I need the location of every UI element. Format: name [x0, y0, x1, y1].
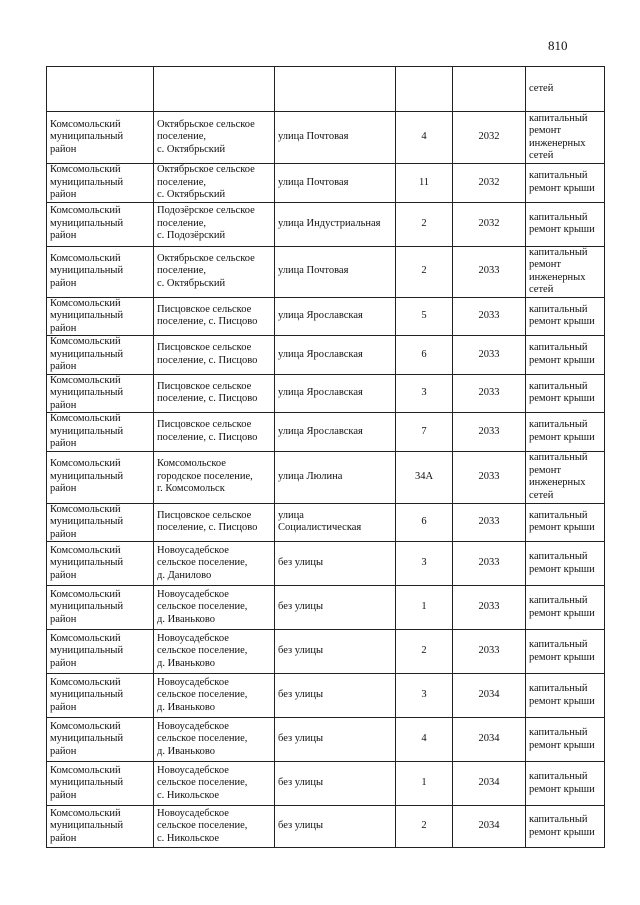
work-cell: капитальный ремонт инженерных сетей [526, 451, 605, 503]
settlement-cell [154, 67, 275, 112]
housing-repair-table [46, 66, 605, 848]
page-number: 810 [548, 38, 568, 53]
street-cell: улица Люлина [275, 451, 396, 503]
district-cell: Комсомольский муниципальный район [47, 674, 154, 718]
street-cell: улица Почтовая [275, 164, 396, 203]
year-cell: 2034 [453, 674, 526, 718]
street-cell: улица Ярославская [275, 413, 396, 452]
street-cell: улица Ярославская [275, 297, 396, 336]
work-cell: капитальный ремонт инженерных сетей [526, 112, 605, 164]
district-cell: Комсомольский муниципальный район [47, 413, 154, 452]
street-cell: улица Почтовая [275, 112, 396, 164]
work-cell: капитальный ремонт крыши [526, 718, 605, 762]
house-cell: 1 [396, 586, 453, 630]
street-cell: без улицы [275, 630, 396, 674]
street-cell: улица Социалистическая [275, 503, 396, 542]
district-cell: Комсомольский муниципальный район [47, 718, 154, 762]
settlement-cell: Новоусадебское сельское поселение, д. Данилово [154, 542, 275, 586]
district-cell: Комсомольский муниципальный район [47, 164, 154, 203]
table-row [47, 503, 605, 542]
street-cell [275, 67, 396, 112]
table-row [47, 374, 605, 413]
house-cell: 6 [396, 336, 453, 375]
house-cell: 2 [396, 246, 453, 297]
house-cell: 4 [396, 112, 453, 164]
house-cell: 34А [396, 451, 453, 503]
work-cell: капитальный ремонт крыши [526, 806, 605, 848]
work-cell: капитальный ремонт крыши [526, 164, 605, 203]
year-cell: 2032 [453, 164, 526, 203]
settlement-cell: Писцовское сельское поселение, с. Писцово [154, 336, 275, 375]
work-cell: капитальный ремонт крыши [526, 630, 605, 674]
settlement-cell: Новоусадебское сельское поселение, д. Иваньково [154, 586, 275, 630]
district-cell: Комсомольский муниципальный район [47, 297, 154, 336]
work-cell: капитальный ремонт инженерных сетей [526, 246, 605, 297]
year-cell: 2033 [453, 630, 526, 674]
district-cell: Комсомольский муниципальный район [47, 762, 154, 806]
table-row [47, 674, 605, 718]
district-cell: Комсомольский муниципальный район [47, 112, 154, 164]
table-row [47, 336, 605, 375]
settlement-cell: Новоусадебское сельское поселение, с. Никольское [154, 806, 275, 848]
street-cell: без улицы [275, 806, 396, 848]
table-row [47, 112, 605, 164]
street-cell: без улицы [275, 542, 396, 586]
work-cell: капитальный ремонт крыши [526, 202, 605, 246]
street-cell: без улицы [275, 718, 396, 762]
settlement-cell: Новоусадебское сельское поселение, с. Никольское [154, 762, 275, 806]
settlement-cell: Октябрьское сельское поселение, с. Октябрьский [154, 112, 275, 164]
table-body [47, 67, 605, 848]
house-cell: 5 [396, 297, 453, 336]
house-cell: 3 [396, 542, 453, 586]
settlement-cell: Новоусадебское сельское поселение, д. Иваньково [154, 718, 275, 762]
street-cell: улица Ярославская [275, 374, 396, 413]
table-row [47, 542, 605, 586]
year-cell: 2034 [453, 718, 526, 762]
district-cell: Комсомольский муниципальный район [47, 336, 154, 375]
year-cell: 2033 [453, 542, 526, 586]
work-cell: капитальный ремонт крыши [526, 374, 605, 413]
house-cell: 3 [396, 674, 453, 718]
table-row [47, 164, 605, 203]
house-cell: 6 [396, 503, 453, 542]
table-row-continued [47, 67, 605, 112]
house-cell: 4 [396, 718, 453, 762]
table-row [47, 413, 605, 452]
table-row [47, 806, 605, 848]
year-cell [453, 67, 526, 112]
district-cell: Комсомольский муниципальный район [47, 806, 154, 848]
settlement-cell: Подозёрское сельское поселение, с. Подозёрский [154, 202, 275, 246]
table-row [47, 718, 605, 762]
settlement-cell: Писцовское сельское поселение, с. Писцово [154, 374, 275, 413]
settlement-cell: Новоусадебское сельское поселение, д. Иваньково [154, 674, 275, 718]
district-cell: Комсомольский муниципальный район [47, 246, 154, 297]
district-cell: Комсомольский муниципальный район [47, 451, 154, 503]
work-cell: капитальный ремонт крыши [526, 336, 605, 375]
year-cell: 2033 [453, 503, 526, 542]
house-cell [396, 67, 453, 112]
street-cell: без улицы [275, 674, 396, 718]
house-cell: 2 [396, 202, 453, 246]
district-cell: Комсомольский муниципальный район [47, 542, 154, 586]
district-cell [47, 67, 154, 112]
year-cell: 2033 [453, 413, 526, 452]
district-cell: Комсомольский муниципальный район [47, 586, 154, 630]
settlement-cell: Октябрьское сельское поселение, с. Октябрьский [154, 246, 275, 297]
work-cell: сетей [526, 67, 605, 112]
year-cell: 2033 [453, 246, 526, 297]
work-cell: капитальный ремонт крыши [526, 762, 605, 806]
table-row [47, 451, 605, 503]
settlement-cell: Комсомольское городское поселение, г. Комсомольск [154, 451, 275, 503]
settlement-cell: Новоусадебское сельское поселение, д. Иваньково [154, 630, 275, 674]
street-cell: улица Почтовая [275, 246, 396, 297]
house-cell: 1 [396, 762, 453, 806]
table-row [47, 202, 605, 246]
table-row [47, 630, 605, 674]
year-cell: 2033 [453, 586, 526, 630]
district-cell: Комсомольский муниципальный район [47, 202, 154, 246]
table-row [47, 762, 605, 806]
work-cell: капитальный ремонт крыши [526, 413, 605, 452]
year-cell: 2033 [453, 451, 526, 503]
house-cell: 11 [396, 164, 453, 203]
district-cell: Комсомольский муниципальный район [47, 630, 154, 674]
year-cell: 2034 [453, 762, 526, 806]
street-cell: без улицы [275, 586, 396, 630]
work-cell: капитальный ремонт крыши [526, 503, 605, 542]
settlement-cell: Октябрьское сельское поселение, с. Октябрьский [154, 164, 275, 203]
table-row [47, 586, 605, 630]
house-cell: 2 [396, 630, 453, 674]
year-cell: 2033 [453, 374, 526, 413]
table-row [47, 297, 605, 336]
street-cell: без улицы [275, 762, 396, 806]
year-cell: 2033 [453, 336, 526, 375]
house-cell: 7 [396, 413, 453, 452]
district-cell: Комсомольский муниципальный район [47, 374, 154, 413]
house-cell: 3 [396, 374, 453, 413]
year-cell: 2032 [453, 202, 526, 246]
settlement-cell: Писцовское сельское поселение, с. Писцово [154, 297, 275, 336]
street-cell: улица Индустриальная [275, 202, 396, 246]
work-cell: капитальный ремонт крыши [526, 297, 605, 336]
work-cell: капитальный ремонт крыши [526, 542, 605, 586]
year-cell: 2032 [453, 112, 526, 164]
settlement-cell: Писцовское сельское поселение, с. Писцово [154, 413, 275, 452]
settlement-cell: Писцовское сельское поселение, с. Писцово [154, 503, 275, 542]
table-row [47, 246, 605, 297]
year-cell: 2034 [453, 806, 526, 848]
district-cell: Комсомольский муниципальный район [47, 503, 154, 542]
work-cell: капитальный ремонт крыши [526, 674, 605, 718]
work-cell: капитальный ремонт крыши [526, 586, 605, 630]
year-cell: 2033 [453, 297, 526, 336]
street-cell: улица Ярославская [275, 336, 396, 375]
house-cell: 2 [396, 806, 453, 848]
